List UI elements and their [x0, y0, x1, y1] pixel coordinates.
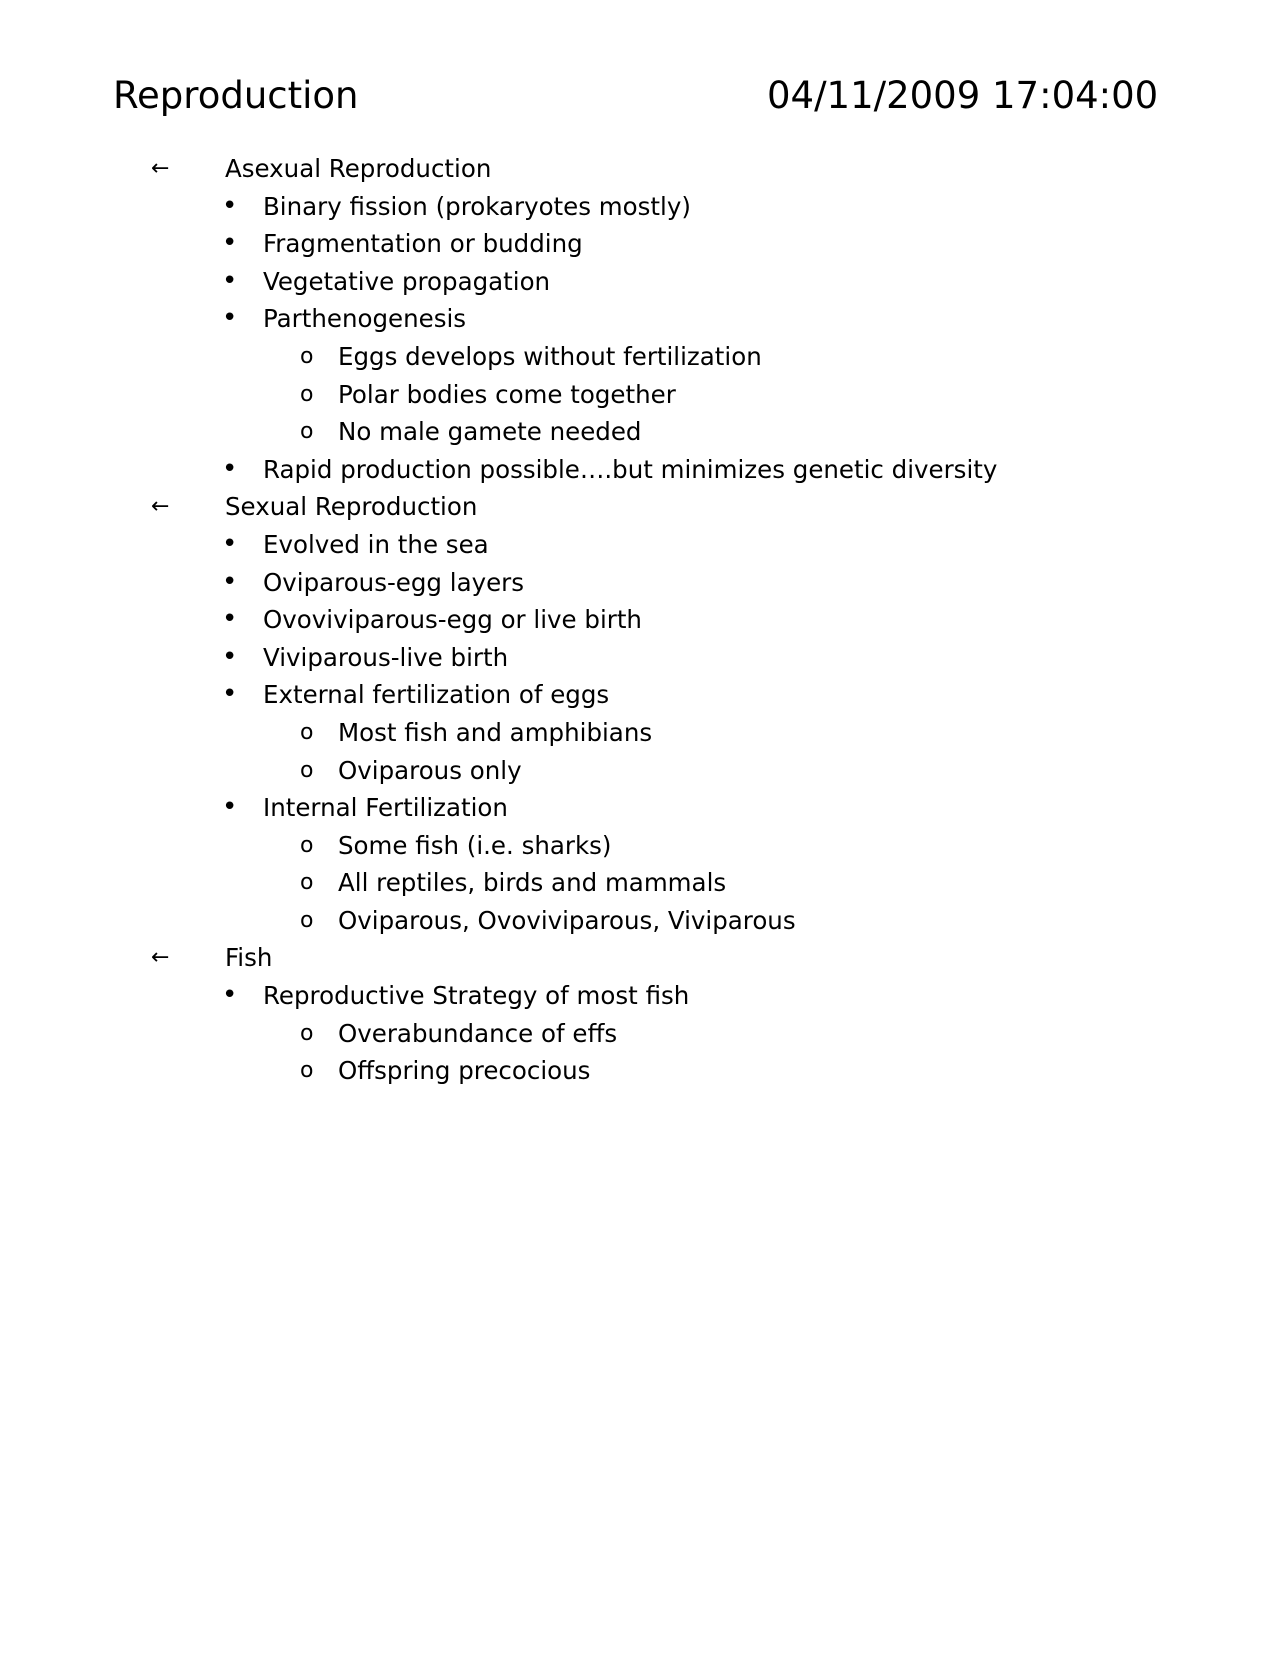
outline-item-text: Ovoviviparous-egg or live birth [263, 605, 642, 635]
dot-bullet-icon: • [222, 980, 238, 1011]
left-arrow-bullet-icon: ← [151, 945, 170, 971]
dot-bullet-icon: • [222, 528, 238, 559]
outline-item-level-2 [0, 188, 1280, 226]
circle-bullet-icon: o [300, 1058, 314, 1084]
circle-bullet-icon: o [300, 757, 314, 783]
outline-item-text: Most fish and amphibians [338, 717, 653, 747]
outline-item-level-1 [0, 488, 1280, 526]
outline-item-level-2 [0, 300, 1280, 338]
dot-bullet-icon: • [222, 265, 238, 296]
outline-item-level-2 [0, 789, 1280, 827]
circle-bullet-icon: o [300, 381, 314, 407]
outline-item-text: Reproductive Strategy of most fish [263, 981, 690, 1011]
outline-item-level-3 [0, 864, 1280, 902]
outline-item-level-2 [0, 263, 1280, 301]
outline-item-level-1 [0, 939, 1280, 977]
outline-item-level-3 [0, 1015, 1280, 1053]
outline-item-level-3 [0, 338, 1280, 376]
outline-item-text: Fish [225, 943, 273, 973]
outline-item-level-3 [0, 1052, 1280, 1090]
circle-bullet-icon: o [300, 719, 314, 745]
outline-item-text: No male gamete needed [338, 417, 642, 447]
outline-item-text: Parthenogenesis [263, 304, 467, 334]
outline-item-text: Polar bodies come together [338, 379, 676, 409]
outline-item-text: Offspring precocious [338, 1056, 591, 1086]
outline-item-level-1 [0, 150, 1280, 188]
outline-item-level-2 [0, 601, 1280, 639]
outline-item-level-2 [0, 451, 1280, 489]
outline-item-text: Fragmentation or budding [263, 229, 583, 259]
outline-item-level-3 [0, 752, 1280, 790]
circle-bullet-icon: o [300, 419, 314, 445]
outline-item-text: Evolved in the sea [263, 529, 489, 559]
circle-bullet-icon: o [300, 1020, 314, 1046]
outline-item-text: Rapid production possible….but minimizes genetic diversity [263, 454, 998, 484]
outline-item-text: Overabundance of effs [338, 1018, 618, 1048]
outline-item-text: Viviparous-live birth [263, 642, 509, 672]
outline-item-text: Vegetative propagation [263, 266, 551, 296]
outline-item-text: Oviparous only [338, 755, 522, 785]
dot-bullet-icon: • [222, 679, 238, 710]
dot-bullet-icon: • [222, 641, 238, 672]
document-timestamp: 04/11/2009 17:04:00 [767, 74, 1159, 117]
outline-item-level-3 [0, 413, 1280, 451]
outline-item-level-3 [0, 714, 1280, 752]
outline-item-text: Binary fission (prokaryotes mostly) [263, 191, 691, 221]
outline-item-text: Internal Fertilization [263, 793, 508, 823]
left-arrow-bullet-icon: ← [151, 494, 170, 520]
outline-item-level-2 [0, 639, 1280, 677]
outline-item-level-2 [0, 225, 1280, 263]
outline-item-text: Asexual Reproduction [225, 154, 492, 183]
outline-item-text: Some fish (i.e. sharks) [338, 830, 612, 860]
dot-bullet-icon: • [222, 453, 238, 484]
outline-item-level-2 [0, 526, 1280, 564]
dot-bullet-icon: • [222, 604, 238, 635]
dot-bullet-icon: • [222, 190, 238, 221]
outline-item-text: Eggs develops without fertilization [338, 341, 762, 371]
outline-item-level-3 [0, 376, 1280, 414]
outline-item-text: Oviparous, Ovoviviparous, Viviparous [338, 905, 796, 935]
outline-item-level-3 [0, 902, 1280, 940]
dot-bullet-icon: • [222, 792, 238, 823]
outline-item-text: Oviparous-egg layers [263, 567, 525, 597]
left-arrow-bullet-icon: ← [151, 156, 170, 181]
outline-item-level-2 [0, 977, 1280, 1015]
circle-bullet-icon: o [300, 343, 314, 369]
outline-item-text: External fertilization of eggs [263, 680, 610, 710]
dot-bullet-icon: • [222, 303, 238, 334]
dot-bullet-icon: • [222, 228, 238, 259]
outline-list [0, 150, 1280, 1090]
outline-item-text: All reptiles, birds and mammals [338, 868, 727, 898]
outline-item-level-2 [0, 564, 1280, 602]
outline-item-level-2 [0, 676, 1280, 714]
page-title: Reproduction [113, 74, 359, 117]
outline-item-level-3 [0, 827, 1280, 865]
circle-bullet-icon: o [300, 832, 314, 858]
circle-bullet-icon: o [300, 907, 314, 933]
outline-item-text: Sexual Reproduction [225, 492, 478, 522]
dot-bullet-icon: • [222, 566, 238, 597]
circle-bullet-icon: o [300, 870, 314, 896]
